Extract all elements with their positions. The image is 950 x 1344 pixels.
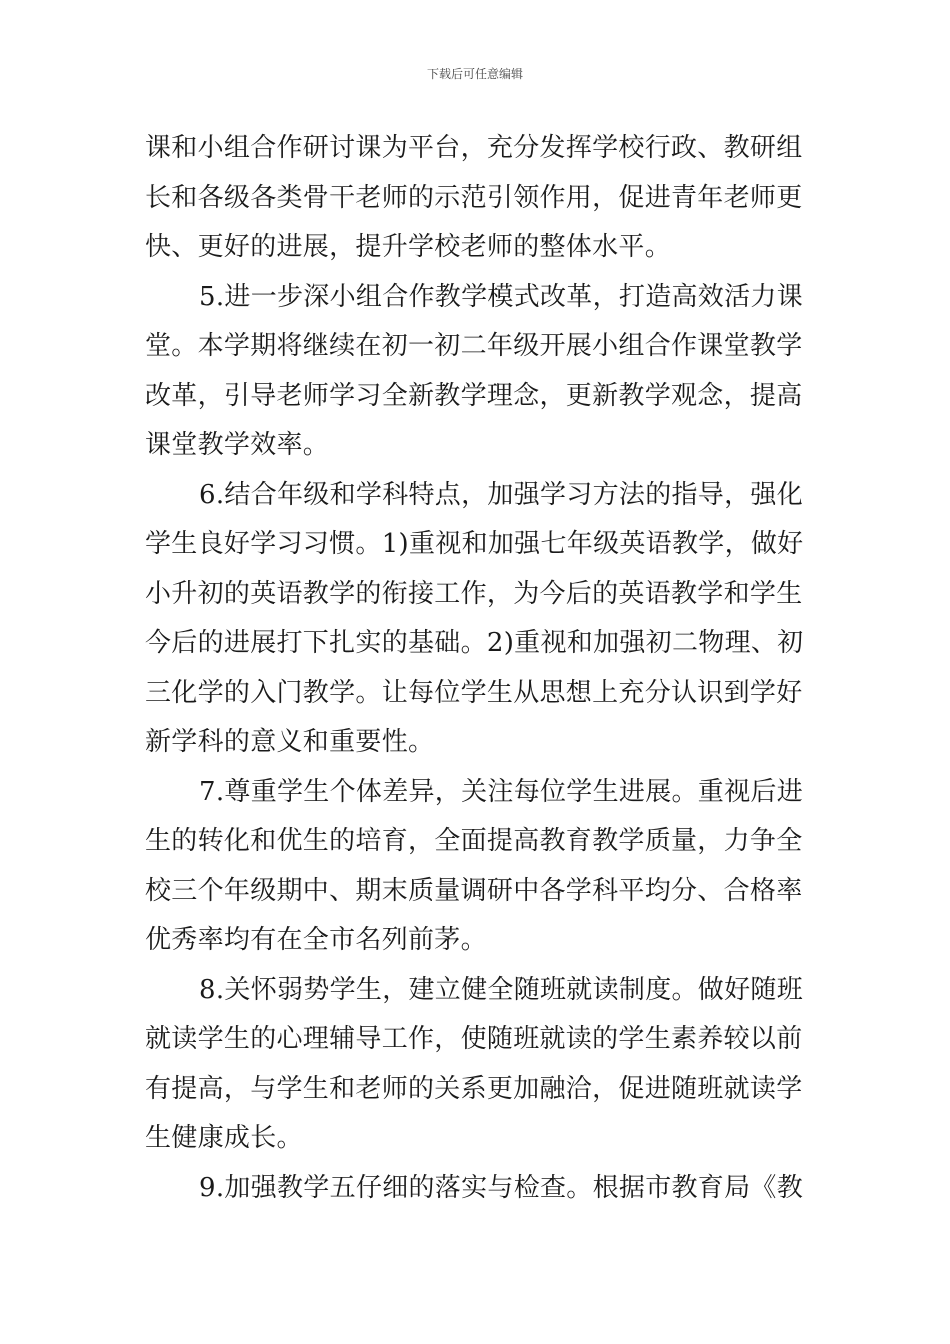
text-line: 课堂教学效率。 (145, 430, 330, 460)
document-body (145, 124, 813, 1213)
text-line: 生的转化和优生的培育，全面提高教育教学质量，力争全 (145, 826, 803, 856)
text-line: 学生良好学习习惯。1)重视和加强七年级英语教学，做好 (145, 529, 804, 559)
paragraph-first-line: 9.加强教学五仔细的落实与检查。根据市教育局《教 (199, 1172, 804, 1203)
paragraph-first-line: 6.结合年级和学科特点，加强学习方法的指导，强化 (199, 479, 804, 510)
text-line: 堂。本学期将继续在初一初二年级开展小组合作课堂教学 (145, 331, 803, 361)
paragraph-first-line: 8.关怀弱势学生，建立健全随班就读制度。做好随班 (199, 974, 804, 1005)
text-line: 课和小组合作研讨课为平台，充分发挥学校行政、教研组 (145, 133, 803, 163)
text-line: 新学科的意义和重要性。 (145, 727, 435, 757)
text-line: 就读学生的心理辅导工作，使随班就读的学生素养较以前 (145, 1024, 803, 1054)
paragraph-first-line: 7.尊重学生个体差异，关注每位学生进展。重视后进 (199, 776, 804, 807)
text-line: 改革，引导老师学习全新教学理念，更新教学观念，提高 (145, 380, 803, 411)
text-line: 小升初的英语教学的衔接工作，为今后的英语教学和学生 (145, 578, 803, 609)
text-line: 今后的进展打下扎实的基础。2)重视和加强初二物理、初 (145, 628, 804, 658)
text-line: 优秀率均有在全市名列前茅。 (145, 925, 487, 955)
paragraph-first-line: 5.进一步深小组合作教学模式改革，打造高效活力课 (199, 281, 804, 312)
text-line: 生健康成长。 (145, 1123, 303, 1153)
text-line: 快、更好的进展，提升学校老师的整体水平。 (145, 232, 672, 262)
text-line: 长和各级各类骨干老师的示范引领作用，促进青年老师更 (145, 182, 803, 213)
text-line: 校三个年级期中、期末质量调研中各学科平均分、合格率 (145, 875, 803, 906)
page-header: 下载后可任意编辑 (426, 67, 523, 81)
text-line: 有提高，与学生和老师的关系更加融洽，促进随班就读学 (145, 1073, 803, 1104)
text-line: 三化学的入门教学。让每位学生从思想上充分认识到学好 (145, 677, 803, 708)
